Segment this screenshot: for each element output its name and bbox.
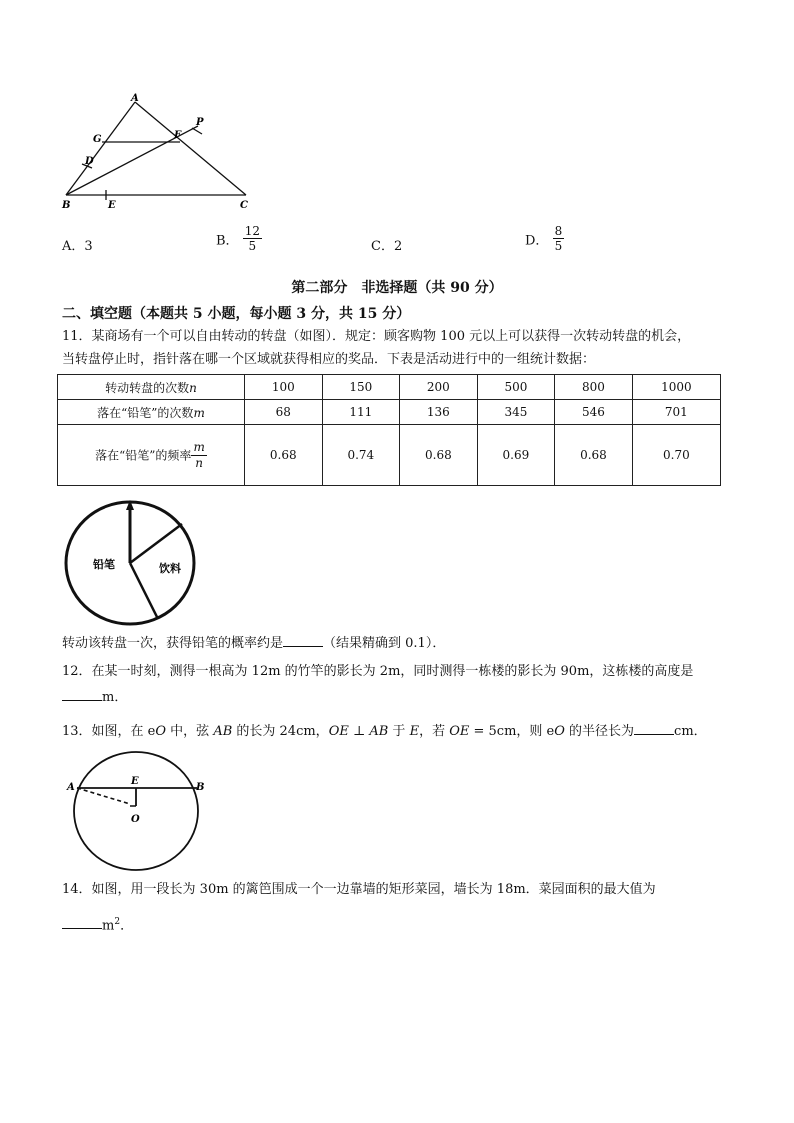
fig-label-P: P [196, 117, 204, 128]
choice-a-value: 3 [84, 239, 93, 254]
circle-label-B: B [196, 782, 205, 793]
q13-text [62, 722, 707, 742]
fig-label-A: A [131, 93, 139, 104]
q13-p4: 于 [388, 724, 410, 739]
row1-label: 转动转盘的次数 [105, 380, 190, 395]
table-cell: 0.74 [322, 425, 400, 486]
part2-title: 第二部分 非选择题（共 90 分） [291, 280, 503, 296]
q13-p7: 的半径长为 [564, 724, 635, 739]
table-cell: 500 [477, 375, 555, 400]
fig-label-D: D [85, 156, 94, 167]
q13-p1: 13．如图，在 e [62, 724, 156, 739]
q13-o2: O [554, 724, 565, 739]
table-cell: 111 [322, 400, 400, 425]
answer-blank[interactable] [283, 634, 323, 647]
q11-question-b: （结果精确到 0.1）． [323, 636, 446, 651]
section2-title: 二、填空题（本题共 5 小题，每小题 3 分，共 15 分） [62, 306, 411, 322]
choice-b-denominator: 5 [248, 239, 257, 254]
table-cell: 0.68 [555, 425, 633, 486]
circle-figure [64, 748, 214, 876]
q13-p5: ，若 [419, 724, 450, 739]
fig-label-E: E [108, 200, 116, 211]
row2-label: 落在“铅笔”的次数 [97, 405, 194, 420]
fig-label-G: G [93, 134, 102, 145]
table-cell: 800 [555, 375, 633, 400]
q13-oe2: OE [449, 724, 470, 739]
q14-text: 14．如图，用一段长为 30m 的篱笆围成一个一边靠墙的矩形菜园，墙长为 18m．菜园面积的最大值为 [62, 882, 656, 897]
table-cell [58, 400, 245, 425]
spinner-label-drink: 饮料 [159, 562, 181, 575]
row1-var: n [189, 380, 197, 395]
circle-label-E: E [131, 776, 139, 787]
choice-c-value: 2 [393, 239, 403, 254]
table-cell: 150 [322, 375, 400, 400]
choice-d [525, 224, 564, 254]
table-cell: 68 [245, 400, 323, 425]
q13-o1: O [155, 724, 167, 739]
q13-p6: ，则 e [516, 724, 555, 739]
q13-perp: ⊥ [348, 724, 370, 739]
q11-question-a: 转动该转盘一次，获得铅笔的概率约是 [62, 636, 284, 651]
q13-p3: 的长为 24cm， [232, 724, 329, 739]
choice-c [371, 235, 402, 254]
table-cell: 136 [400, 400, 478, 425]
spinner-label-pencil: 铅笔 [93, 558, 115, 571]
row2-var: m [193, 405, 205, 420]
table-row [58, 375, 721, 400]
choice-c-letter: C． [371, 239, 394, 254]
choice-d-letter: D． [525, 233, 549, 249]
q14-answer-line [62, 912, 133, 936]
q11-line2: 当转盘停止时，指针落在哪一个区域就获得相应的奖品．下表是活动进行中的一组统计数据： [62, 352, 596, 367]
fig-label-B: B [62, 200, 71, 211]
q12-tail: m． [102, 690, 128, 705]
table-cell [58, 375, 245, 400]
table-cell: 0.68 [400, 425, 478, 486]
row3-denominator: n [195, 455, 203, 470]
table-cell: 546 [555, 400, 633, 425]
q11-question [62, 634, 445, 654]
choice-a-letter: A． [62, 239, 85, 254]
table-row [58, 425, 721, 486]
q14-unit: m [102, 918, 115, 934]
choice-a [62, 235, 93, 254]
table-cell: 1000 [632, 375, 720, 400]
row3-fraction [191, 440, 206, 470]
row3-label: 落在“铅笔”的频率 [95, 448, 192, 463]
choice-d-denominator: 5 [554, 239, 563, 254]
table-cell: 701 [632, 400, 720, 425]
q14-end: ． [120, 918, 134, 934]
table-row [58, 400, 721, 425]
table-cell [58, 425, 245, 486]
answer-blank[interactable] [62, 916, 102, 929]
table-cell: 200 [400, 375, 478, 400]
choice-b [216, 224, 262, 254]
fig-label-C: C [240, 200, 248, 211]
q12-tail-line [62, 688, 127, 708]
q12-text: 12．在某一时刻，测得一根高为 12m 的竹竿的影长为 2m，同时测得一栋楼的影长为 90m，这栋楼的高度是 [62, 664, 694, 679]
choice-d-fraction [553, 224, 565, 254]
q13-ab: AB [213, 724, 233, 739]
table-cell: 100 [245, 375, 323, 400]
fig-label-F: F [174, 130, 182, 141]
choice-b-letter: B． [216, 233, 239, 249]
table-cell: 345 [477, 400, 555, 425]
answer-blank[interactable] [634, 722, 674, 735]
table-cell: 0.70 [632, 425, 720, 486]
q13-ab2: AB [369, 724, 389, 739]
row3-numerator: m [193, 440, 205, 455]
spinner-figure [60, 496, 200, 630]
choice-b-numerator: 12 [244, 224, 260, 238]
q11-line1: 11．某商场有一个可以自由转动的转盘（如图）．规定：顾客购物 100 元以上可以获得一次转动转盘的机会， [62, 329, 691, 344]
table-cell: 0.69 [477, 425, 555, 486]
q14-sup: 2 [114, 917, 121, 927]
table-cell: 0.68 [245, 425, 323, 486]
circle-label-O: O [131, 814, 140, 825]
circle-label-A: A [67, 782, 75, 793]
stats-table [57, 374, 721, 486]
q13-unit: cm． [674, 724, 707, 739]
q13-e: E [409, 724, 420, 739]
choice-b-fraction [243, 224, 262, 254]
q13-eq: = 5cm [469, 724, 517, 739]
answer-blank[interactable] [62, 688, 102, 701]
triangle-figure [58, 92, 268, 212]
q13-oe: OE [328, 724, 349, 739]
choice-d-numerator: 8 [554, 224, 563, 238]
q13-p2: 中，弦 [166, 724, 214, 739]
